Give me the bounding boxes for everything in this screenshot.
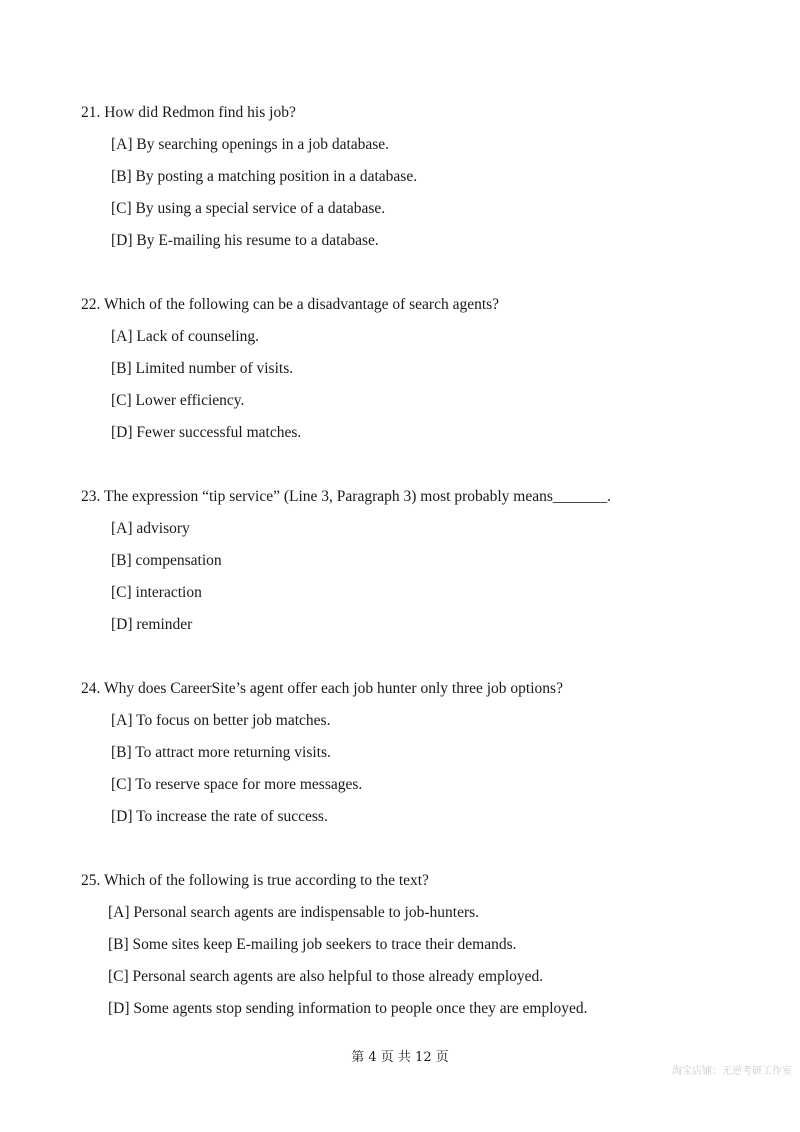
option-d: [D] To increase the rate of success. xyxy=(111,808,328,825)
option-a: [A] By searching openings in a job database. xyxy=(111,136,390,153)
option-c: [C] Lower efficiency. xyxy=(111,392,245,409)
option-d: [D] By E-mailing his resume to a database. xyxy=(111,232,379,249)
option-d: [D] reminder xyxy=(111,616,193,633)
option-a: [A] advisory xyxy=(111,520,190,537)
question-25 xyxy=(81,871,771,1031)
question-23 xyxy=(81,487,771,647)
option-d: [D] Some agents stop sending information to people once they are employed. xyxy=(108,1000,588,1017)
question-stem: 21. How did Redmon find his job? xyxy=(81,104,296,121)
question-stem: 23. The expression “tip service” (Line 3, Paragraph 3) most probably means_______. xyxy=(81,488,612,505)
shop-watermark: 淘宝店铺：无逆考研工作室 xyxy=(672,1066,792,1077)
question-stem: 25. Which of the following is true according to the text? xyxy=(81,872,429,889)
option-b: [B] To attract more returning visits. xyxy=(111,744,331,761)
option-b: [B] By posting a matching position in a database. xyxy=(111,168,418,185)
option-c: [C] To reserve space for more messages. xyxy=(111,776,363,793)
option-list xyxy=(81,327,771,443)
option-list xyxy=(81,711,771,827)
option-d: [D] Fewer successful matches. xyxy=(111,424,302,441)
question-stem: 22. Which of the following can be a disadvantage of search agents? xyxy=(81,296,500,313)
option-a: [A] To focus on better job matches. xyxy=(111,712,331,729)
question-stem: 24. Why does CareerSite’s agent offer each job hunter only three job options? xyxy=(81,680,563,697)
option-b: [B] Some sites keep E-mailing job seekers to trace their demands. xyxy=(108,936,517,953)
option-b: [B] compensation xyxy=(111,552,222,569)
page-number-footer: 第 4 页 共 12 页 xyxy=(351,1050,449,1065)
question-21 xyxy=(81,103,771,263)
option-list xyxy=(81,519,771,635)
option-c: [C] Personal search agents are also helpful to those already employed. xyxy=(108,968,544,985)
option-a: [A] Lack of counseling. xyxy=(111,328,260,345)
question-22 xyxy=(81,295,771,455)
option-list xyxy=(81,903,771,1019)
option-a: [A] Personal search agents are indispensable to job-hunters. xyxy=(108,904,480,921)
question-24 xyxy=(81,679,771,839)
option-list xyxy=(81,135,771,251)
option-b: [B] Limited number of visits. xyxy=(111,360,294,377)
option-c: [C] interaction xyxy=(111,584,202,601)
option-c: [C] By using a special service of a database. xyxy=(111,200,386,217)
